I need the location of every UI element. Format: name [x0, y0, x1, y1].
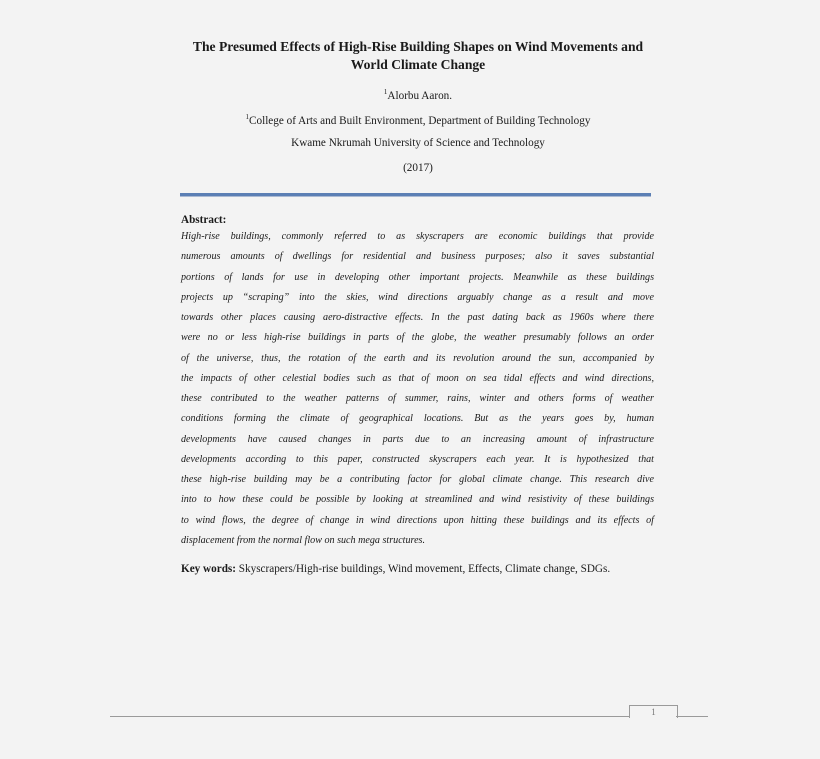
university-line: Kwame Nkrumah University of Science and Technology	[291, 137, 545, 149]
abstract-line: these contributed to the weather patterns of summer, rains, winter and others forms of weather	[181, 393, 654, 404]
paper-title	[150, 38, 686, 74]
abstract-line: developments have caused changes in parts due to an increasing amount of infrastructure	[181, 433, 654, 445]
footer-rule-left	[110, 716, 630, 717]
abstract-line: displacement from the normal flow on such mega structures.	[181, 534, 426, 546]
author-superscript: 1	[383, 88, 388, 96]
abstract-line: portions of lands for use in developing other important projects. Meanwhile as these buildings	[181, 271, 654, 283]
affiliation-text: College of Arts and Built Environment, Department of Building Technology	[249, 115, 591, 127]
abstract-line: the impacts of other celestial bodies such as that of moon on sea tidal effects and wind directions,	[181, 372, 654, 384]
paper-title-line-1: The Presumed Effects of High-Rise Building Shapes on Wind Movements and	[192, 39, 644, 54]
keywords-line	[181, 562, 654, 576]
abstract-body	[181, 227, 654, 551]
abstract-line: conditions forming the climate of geographical locations. But as the years goes by, human	[181, 413, 654, 425]
keywords-label: Key words:	[181, 563, 236, 575]
author-line	[150, 85, 686, 103]
affiliation-line	[150, 110, 686, 128]
abstract-line: were no or less high-rise buildings in parts of the globe, the weather presumably follows an order	[181, 332, 654, 344]
abstract-line: these high-rise building may be a contributing factor for global climate change. This research dive	[181, 474, 654, 485]
abstract-line: to wind flows, the degree of change in wind directions upon hitting these buildings and its effects of	[181, 514, 654, 526]
affiliation-superscript: 1	[245, 113, 250, 121]
footer-rule-right	[676, 716, 708, 717]
abstract-line: High-rise buildings, commonly referred to as skyscrapers are economic buildings that provide	[181, 231, 654, 242]
page-number-tab	[629, 705, 678, 718]
abstract-line: developments according to this paper, constructed skyscrapers each year. It is hypothesized that	[181, 453, 654, 465]
author-name: Alorbu Aaron.	[387, 90, 453, 102]
paper-title-line-2: World Climate Change	[350, 57, 486, 72]
keywords-text: Skyscrapers/High-rise buildings, Wind movement, Effects, Climate change, SDGs.	[236, 563, 611, 575]
year-line: (2017)	[403, 162, 433, 174]
page-number: 1	[651, 707, 656, 717]
abstract-line: numerous amounts of dwellings for residential and business purposes; also it saves substantial	[181, 251, 654, 263]
title-divider	[180, 193, 651, 197]
abstract-line: projects up “scraping” into the skies, wind directions arguably change as a result and move	[181, 291, 654, 303]
abstract-line: towards other places causing aero-distractive effects. In the past dating back as 1960s where there	[181, 312, 654, 323]
abstract-line: of the universe, thus, the rotation of the earth and its revolution around the sun, accompanied by	[181, 352, 654, 364]
abstract-line: into to how these could be possible by looking at streamlined and wind resistivity of these buildings	[181, 494, 654, 506]
abstract-heading: Abstract:	[181, 214, 227, 226]
